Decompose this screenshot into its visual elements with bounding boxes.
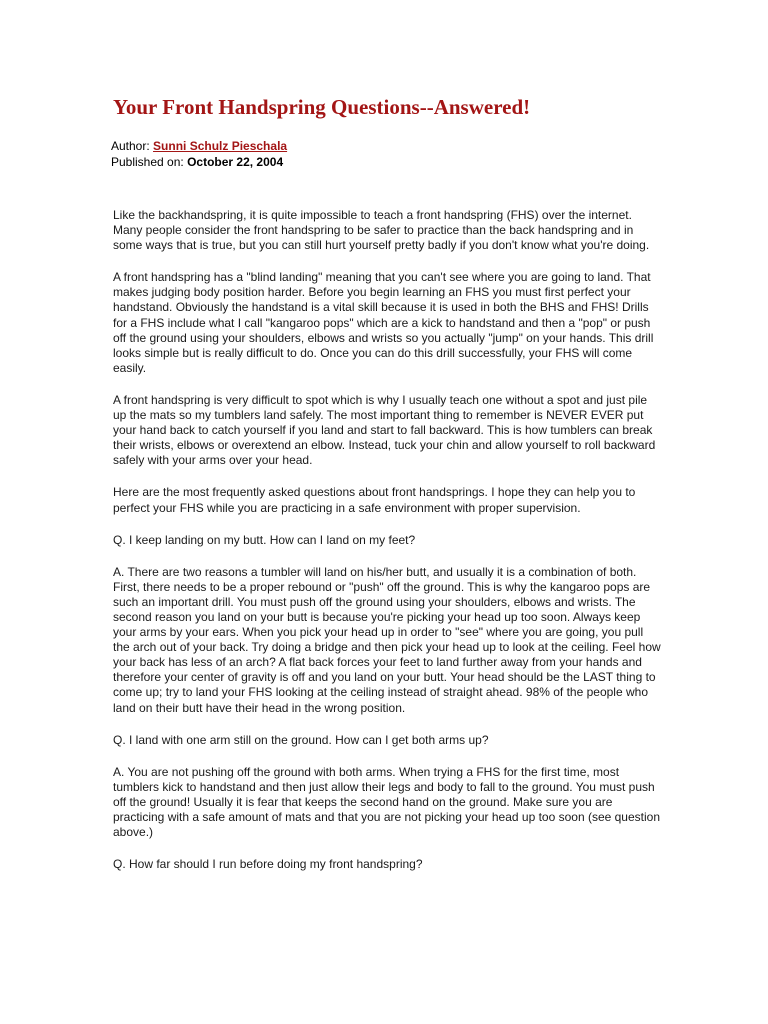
author-link[interactable]: Sunni Schulz Pieschala [153, 139, 288, 153]
author-label: Author: [111, 139, 154, 153]
published-line [111, 154, 287, 170]
paragraph-faq-intro: Here are the most frequently asked questions about front handsprings. I hope they can help you to perfect your FHS while you are practicing in a safe environment with proper supervision. [113, 485, 636, 515]
article-body [113, 208, 661, 889]
question-2: Q. I land with one arm still on the ground. How can I get both arms up? [113, 732, 489, 747]
published-date: October 22, 2004 [187, 155, 284, 169]
author-line [111, 138, 287, 154]
question-3: Q. How far should I run before doing my front handspring? [113, 857, 423, 872]
paragraph-blind-landing: A front handspring has a "blind landing" meaning that you can't see where you are going to land. That makes judging body position harder. Before you begin learning an FHS you must first perfect your handstand. Obviously the handstand is a vital skill because it is used in both the BHS and FHS! Drills for a FHS include what I call "kangaroo pops" which are a kick to handstand and then a "pop" or push off the ground using your shoulders, elbows and wrists so you actually "jump" on your hands. This drill looks simple but is really difficult to do. Once you can do this drill successfully, your FHS will come easily. [113, 270, 654, 375]
article-title: Your Front Handspring Questions--Answered! [113, 95, 531, 119]
paragraph-spotting: A front handspring is very difficult to spot which is why I usually teach one without a spot and just pile up the mats so my tumblers land safely. The most important thing to remember is NEVER EVER put your hand back to catch yourself if you land and start to fall backward. This is how tumblers can break their wrists, elbows or overextend an elbow. Instead, tuck your chin and allow yourself to roll backward safely with your arms over your head. [113, 392, 656, 468]
article-meta [111, 138, 287, 170]
published-label: Published on: [111, 155, 188, 169]
question-1: Q. I keep landing on my butt. How can I land on my feet? [113, 532, 416, 547]
paragraph-intro: Like the backhandspring, it is quite impossible to teach a front handspring (FHS) over the internet. Many people consider the front handspring to be safer to practice than the back handspring and in some ways that is true, but you can still hurt yourself pretty badly if you don't know what you're doing. [113, 208, 650, 253]
answer-2: A. You are not pushing off the ground with both arms. When trying a FHS for the first time, most tumblers kick to handstand and then just allow their legs and body to fall to the ground. You must push off the ground! Usually it is fear that keeps the second hand on the ground. Make sure you are practicing with a safe amount of mats and that you are not picking your head up too soon (see question above.) [113, 764, 661, 840]
answer-1: A. There are two reasons a tumbler will land on his/her butt, and usually it is a combination of both. First, there needs to be a proper rebound or "push" off the ground. This is why the kangaroo pops are such an important drill. You must push off the ground using your shoulders, elbows and wrists. The second reason you land on your butt is because you're picking your head up too soon. Always keep your arms by your ears. When you pick your head up in order to "see" where you are going, you pull the arch out of your back. Try doing a bridge and then pick your head up to look at the ceiling. Feel how your back has less of an arch? A flat back forces your feet to land further away from your hands and therefore your center of gravity is off and you land on your butt. Your head should be the LAST thing to come up; try to land your FHS looking at the ceiling instead of straight ahead. 98% of the people who land on their butt have their head in the wrong position. [113, 564, 661, 715]
